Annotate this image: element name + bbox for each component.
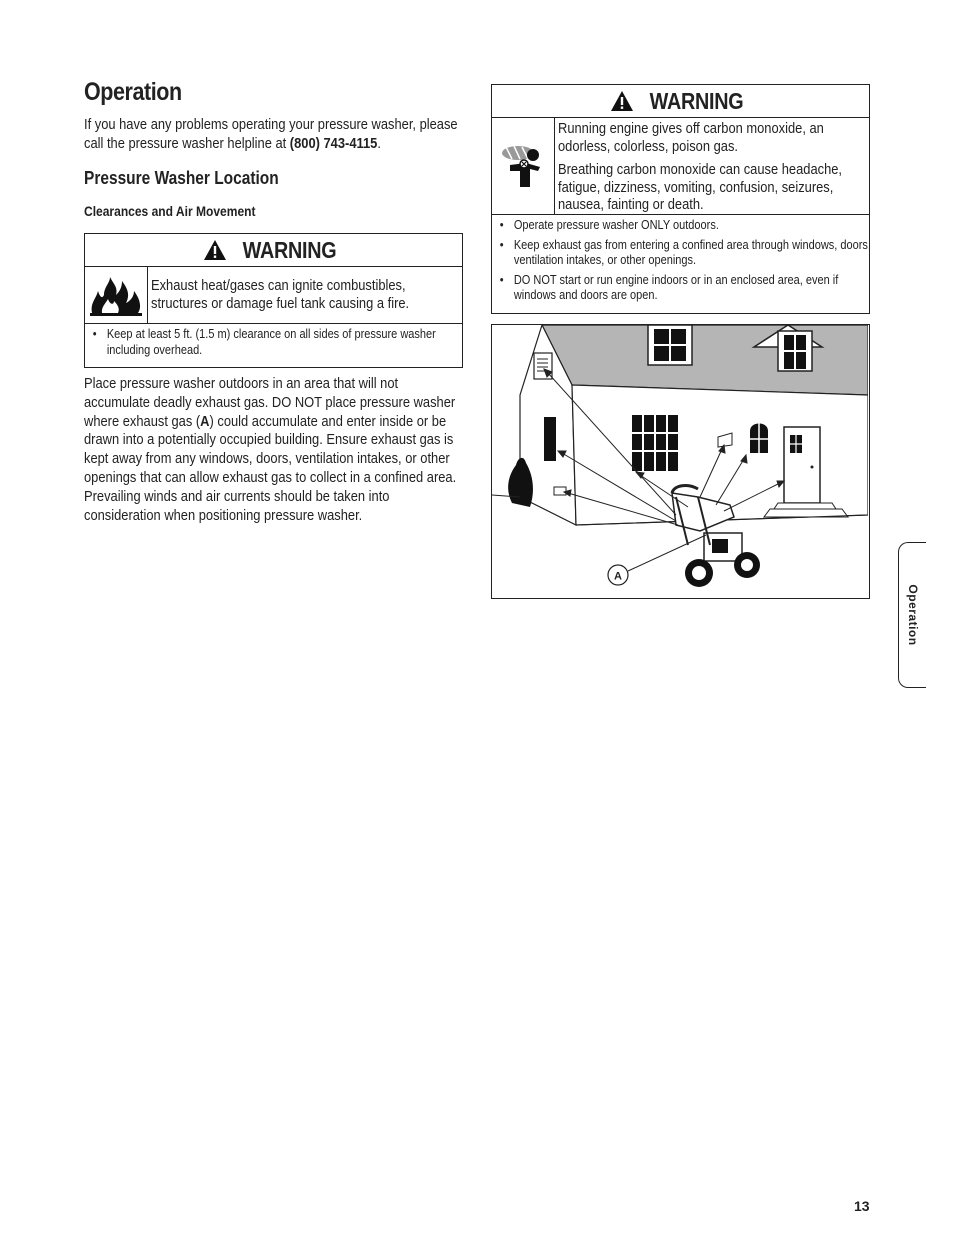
co-warning-box bbox=[491, 84, 870, 314]
callout-ref: A bbox=[200, 412, 210, 430]
intro-paragraph bbox=[84, 116, 462, 154]
warning-triangle-icon bbox=[610, 90, 634, 112]
co-warning-text-2: Breathing carbon monoxide can cause headache, fatigue, dizziness, vomiting, confusion, seizures, nausea, fainting or death. bbox=[558, 161, 843, 213]
body-text-1: Place pressure washer outdoors in an area that will not accumulate deadly exhaust gas. DO NOT place pressure washer where exhaust gas ( bbox=[84, 375, 456, 430]
toxic-fumes-icon bbox=[492, 118, 555, 214]
fire-warning-text: Exhaust heat/gases can ignite combustibles, structures or damage fuel tank causing a fire. bbox=[151, 277, 410, 312]
helpline-number: (800) 743-4115 bbox=[289, 134, 378, 152]
body-paragraph bbox=[84, 375, 462, 525]
side-tab-label: Operation bbox=[905, 584, 920, 646]
body-text-2: ) could accumulate and enter inside or be drawn into a potentially occupied building. Ensure exhaust gas is kept away from any windows, doors, ventilation intakes, or other openings that can allow exhaust gas to collect in a confined area. Prevailing winds and air currents should be taken into consideration when positioning pressure washer. bbox=[84, 412, 457, 524]
page-number: 13 bbox=[854, 1198, 870, 1214]
co-warning-bullets bbox=[492, 215, 869, 312]
fire-icon bbox=[85, 267, 148, 323]
warning-header bbox=[492, 85, 869, 118]
intro-text: If you have any problems operating your pressure washer, please call the pressure washer helpline at bbox=[84, 116, 458, 152]
fire-warning-box bbox=[84, 233, 463, 368]
house-illustration bbox=[491, 324, 870, 599]
warning-header bbox=[85, 234, 462, 267]
list-item: • Keep at least 5 ft. (1.5 m) clearance on all sides of pressure washer including overhead. bbox=[91, 327, 470, 358]
warning-label: WARNING bbox=[649, 87, 744, 114]
section-heading: Pressure Washer Location bbox=[84, 168, 279, 188]
section-side-tab bbox=[898, 542, 926, 688]
intro-end: . bbox=[377, 134, 381, 152]
warning-triangle-icon bbox=[203, 239, 227, 261]
callout-a-label: A bbox=[614, 570, 622, 583]
warning-label: WARNING bbox=[242, 236, 337, 263]
list-item: • DO NOT start or run engine indoors or in an enclosed area, even if windows and doors are open. bbox=[498, 273, 877, 304]
list-item: • Keep exhaust gas from entering a confined area through windows, doors, ventilation intakes, or other openings. bbox=[498, 238, 877, 269]
fire-warning-bullets bbox=[85, 324, 462, 366]
page-title: Operation bbox=[84, 78, 182, 106]
list-item: • Operate pressure washer ONLY outdoors. bbox=[498, 218, 877, 234]
co-warning-text-1: Running engine gives off carbon monoxide, an odorless, colorless, poison gas. bbox=[558, 120, 824, 155]
subsection-heading: Clearances and Air Movement bbox=[84, 203, 256, 219]
